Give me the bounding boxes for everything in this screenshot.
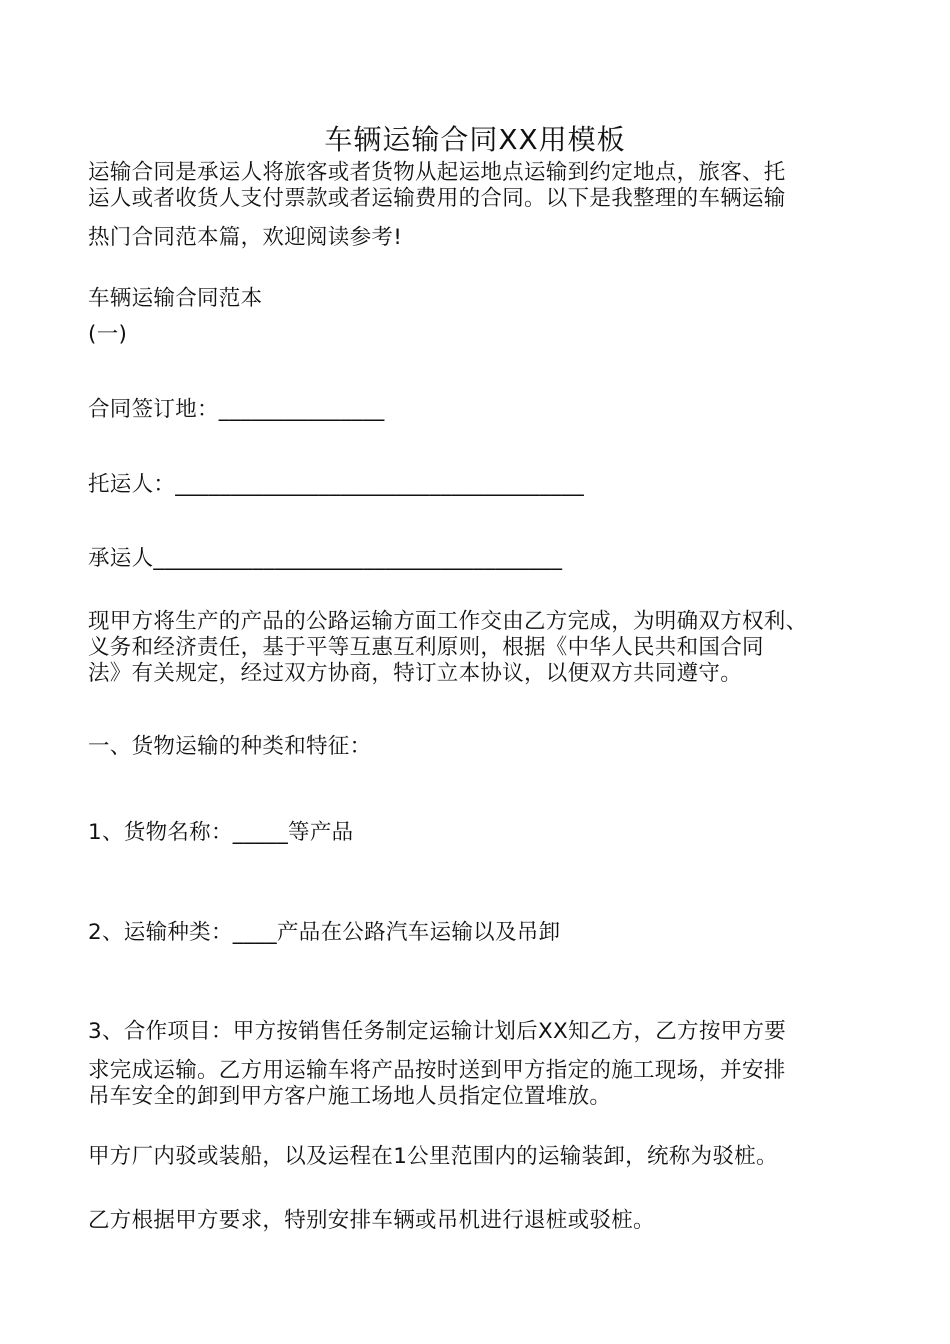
intro-line-2: 运人或者收货人支付票款或者运输费用的合同。以下是我整理的车辆运输	[88, 186, 786, 211]
section-heading: 车辆运输合同范本	[88, 286, 263, 311]
preamble-line-1: 现甲方将生产的产品的公路运输方面工作交由乙方完成，为明确双方权利、	[88, 609, 808, 634]
intro-line-1: 运输合同是承运人将旅客或者货物从起运地点运输到约定地点，旅客、托	[88, 160, 786, 185]
note-2: 乙方根据甲方要求，特别安排车辆或吊机进行退桩或驳桩。	[88, 1208, 655, 1233]
clause-heading: 一、货物运输的种类和特征：	[88, 734, 372, 759]
document-title: 车辆运输合同XX用模板	[324, 123, 626, 156]
item-3-line-1: 3、合作项目：甲方按销售任务制定运输计划后XX知乙方，乙方按甲方要	[88, 1019, 787, 1044]
item-2: 2、运输种类：____产品在公路汽车运输以及吊卸	[88, 920, 561, 945]
item-1: 1、货物名称：_____等产品	[88, 820, 354, 845]
shipper-field: 托运人：_____________________________________	[88, 472, 585, 497]
intro-line-3: 热门合同范本篇，欢迎阅读参考!	[88, 225, 403, 250]
item-3-line-3: 吊车安全的卸到甲方客户施工场地人员指定位置堆放。	[88, 1084, 612, 1109]
preamble-line-3: 法》有关规定，经过双方协商，特订立本协议，以便双方共同遵守。	[88, 661, 743, 686]
item-3-line-2: 求完成运输。乙方用运输车将产品按时送到甲方指定的施工现场，并安排	[88, 1058, 786, 1083]
carrier-field: 承运人_____________________________________	[88, 546, 563, 571]
section-number: (一)	[88, 322, 128, 347]
preamble-line-2: 义务和经济责任，基于平等互惠互利原则，根据《中华人民共和国合同	[88, 635, 764, 660]
sign-place-field: 合同签订地：_______________	[88, 397, 385, 422]
note-1: 甲方厂内驳或装船，以及运程在1公里范围内的运输装卸，统称为驳桩。	[88, 1144, 778, 1169]
